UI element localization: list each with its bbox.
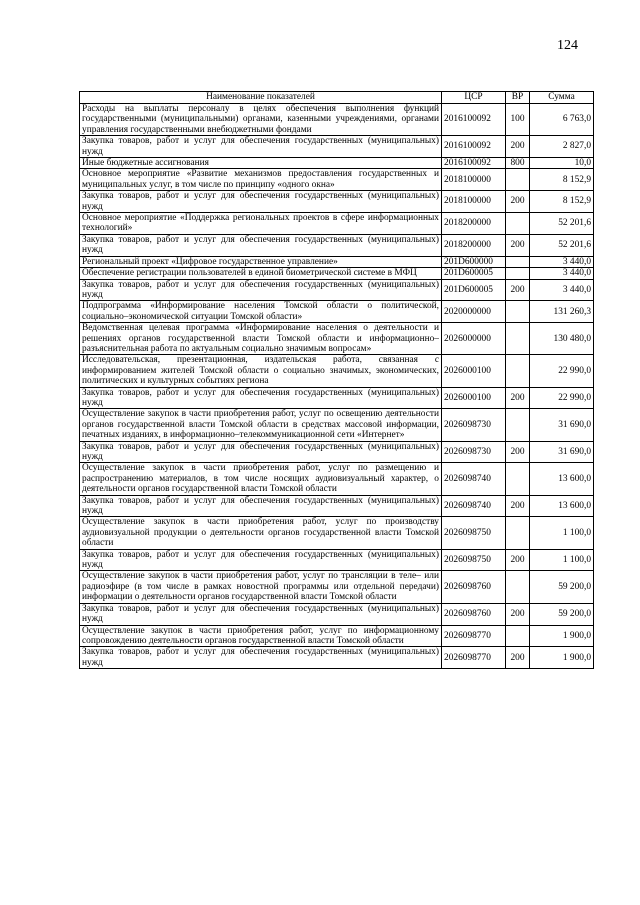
row-vr-cell: 800 [506,158,530,169]
row-vr-cell [506,409,530,441]
row-csr-cell: 2016100092 [442,136,506,158]
row-sum-cell: 1 100,0 [530,549,594,571]
row-vr-cell [506,323,530,355]
row-vr-cell [506,301,530,323]
row-csr-cell: 2016100092 [442,104,506,136]
header-csr: ЦСР [442,92,506,104]
row-vr-cell [506,213,530,235]
row-name-cell: Закупка товаров, работ и услуг для обеспечения государственных (муниципальных) нужд [80,647,442,669]
table-row [80,571,594,603]
row-name-cell: Осуществление закупок в части приобретения работ, услуг по освещению деятельности органов государственной власти Томской области в средствах массовой информации, печатных изданиях, в информационно–телекоммуникационной сети «Интернет» [80,409,442,441]
row-sum-cell: 59 200,0 [530,603,594,625]
table-row [80,169,594,191]
row-name-cell: Подпрограмма «Информирование населения Томской области о политической, социально–экономической ситуации Томской области» [80,301,442,323]
header-name: Наименование показателей [80,92,442,104]
page-number: 124 [557,38,578,53]
table-row [80,647,594,669]
row-sum-cell: 1 900,0 [530,625,594,647]
row-name-cell: Закупка товаров, работ и услуг для обеспечения государственных (муниципальных) нужд [80,495,442,517]
table-row [80,387,594,409]
row-vr-cell: 200 [506,549,530,571]
row-vr-cell [506,625,530,647]
row-name-cell: Ведомственная целевая программа «Информирование населения о деятельности и решениях органов государственной власти Томской области и информационно–разъяснительная работа по актуальным социально значимым вопросам» [80,323,442,355]
row-csr-cell: 2018200000 [442,234,506,256]
row-csr-cell: 2026000100 [442,387,506,409]
row-sum-cell: 1 100,0 [530,517,594,549]
row-sum-cell: 131 260,3 [530,301,594,323]
table-row [80,603,594,625]
row-csr-cell: 2018100000 [442,169,506,191]
row-vr-cell: 200 [506,603,530,625]
row-sum-cell: 52 201,6 [530,213,594,235]
row-vr-cell: 200 [506,441,530,463]
table-row [80,268,594,279]
row-csr-cell: 2026098760 [442,571,506,603]
row-sum-cell: 31 690,0 [530,409,594,441]
row-csr-cell: 2026098730 [442,441,506,463]
table-row [80,104,594,136]
row-sum-cell: 130 480,0 [530,323,594,355]
row-csr-cell: 2018100000 [442,191,506,213]
table-row [80,409,594,441]
row-csr-cell: 2026098760 [442,603,506,625]
table-row [80,355,594,387]
row-name-cell: Основное мероприятие «Развитие механизмов предоставления государственных и муниципальных услуг, в том числе по принципу «одного окна» [80,169,442,191]
table-row [80,625,594,647]
row-sum-cell: 3 440,0 [530,256,594,267]
row-sum-cell: 3 440,0 [530,268,594,279]
table-row [80,213,594,235]
row-csr-cell: 2026098770 [442,625,506,647]
row-csr-cell: 201D600005 [442,268,506,279]
row-csr-cell: 201D600005 [442,279,506,301]
row-sum-cell: 13 600,0 [530,463,594,495]
row-name-cell: Закупка товаров, работ и услуг для обеспечения государственных (муниципальных) нужд [80,387,442,409]
row-sum-cell: 52 201,6 [530,234,594,256]
table-row [80,441,594,463]
row-name-cell: Закупка товаров, работ и услуг для обеспечения государственных (муниципальных) нужд [80,136,442,158]
row-sum-cell: 6 763,0 [530,104,594,136]
table-row [80,136,594,158]
row-name-cell: Иные бюджетные ассигнования [80,158,442,169]
table-row [80,191,594,213]
row-csr-cell: 2020000000 [442,301,506,323]
row-vr-cell: 200 [506,136,530,158]
row-name-cell: Закупка товаров, работ и услуг для обеспечения государственных (муниципальных) нужд [80,234,442,256]
table-row [80,158,594,169]
header-row [80,92,594,104]
row-sum-cell: 22 990,0 [530,355,594,387]
row-vr-cell [506,517,530,549]
row-name-cell: Осуществление закупок в части приобретения работ, услуг по размещению и распространению материалов, в том числе носящих аудиовизуальный характер, о деятельности органов государственной власти Томской области [80,463,442,495]
row-vr-cell [506,256,530,267]
row-csr-cell: 201D600000 [442,256,506,267]
row-name-cell: Обеспечение регистрации пользователей в единой биометрической системе в МФЦ [80,268,442,279]
row-name-cell: Осуществление закупок в части приобретения работ, услуг по информационному сопровождению деятельности органов государственной власти Томской области [80,625,442,647]
row-vr-cell: 100 [506,104,530,136]
row-sum-cell: 2 827,0 [530,136,594,158]
row-vr-cell [506,268,530,279]
row-csr-cell: 2018200000 [442,213,506,235]
row-name-cell: Закупка товаров, работ и услуг для обеспечения государственных (муниципальных) нужд [80,441,442,463]
table-row [80,463,594,495]
row-csr-cell: 2026098730 [442,409,506,441]
table-row [80,517,594,549]
row-name-cell: Осуществление закупок в части приобретения работ, услуг по трансляции в теле– или радиоэфире (в том числе в рамках новостной программы или отдельной передачи) информации о деятельности органов государственной власти Томской области [80,571,442,603]
table-header [80,92,594,104]
row-csr-cell: 2026098770 [442,647,506,669]
row-name-cell: Осуществление закупок в части приобретения работ, услуг по производству аудиовизуальной продукции о деятельности органов государственной власти Томской области [80,517,442,549]
table-row [80,323,594,355]
row-vr-cell: 200 [506,647,530,669]
table-row [80,495,594,517]
row-sum-cell: 22 990,0 [530,387,594,409]
row-vr-cell [506,169,530,191]
row-name-cell: Закупка товаров, работ и услуг для обеспечения государственных (муниципальных) нужд [80,549,442,571]
row-vr-cell [506,571,530,603]
row-sum-cell: 59 200,0 [530,571,594,603]
row-sum-cell: 13 600,0 [530,495,594,517]
header-vr: ВР [506,92,530,104]
row-csr-cell: 2026098750 [442,549,506,571]
row-csr-cell: 2026000000 [442,323,506,355]
row-vr-cell: 200 [506,234,530,256]
row-vr-cell: 200 [506,191,530,213]
table-row [80,256,594,267]
row-name-cell: Исследовательская, презентационная, издательская работа, связанная с информированием жителей Томской области о социально значимых, экономических, политических и культурных событиях региона [80,355,442,387]
row-csr-cell: 2026098740 [442,495,506,517]
row-sum-cell: 31 690,0 [530,441,594,463]
row-sum-cell: 1 900,0 [530,647,594,669]
table-row [80,234,594,256]
row-vr-cell: 200 [506,387,530,409]
row-sum-cell: 3 440,0 [530,279,594,301]
row-name-cell: Закупка товаров, работ и услуг для обеспечения государственных (муниципальных) нужд [80,279,442,301]
row-vr-cell: 200 [506,495,530,517]
table-row [80,549,594,571]
header-sum: Сумма [530,92,594,104]
row-name-cell: Закупка товаров, работ и услуг для обеспечения государственных (муниципальных) нужд [80,191,442,213]
row-csr-cell: 2016100092 [442,158,506,169]
row-vr-cell: 200 [506,279,530,301]
table-row [80,279,594,301]
row-name-cell: Основное мероприятие «Поддержка региональных проектов в сфере информационных технологий» [80,213,442,235]
table-row [80,301,594,323]
row-csr-cell: 2026000100 [442,355,506,387]
row-csr-cell: 2026098750 [442,517,506,549]
row-sum-cell: 8 152,9 [530,169,594,191]
row-sum-cell: 8 152,9 [530,191,594,213]
row-name-cell: Закупка товаров, работ и услуг для обеспечения государственных (муниципальных) нужд [80,603,442,625]
row-vr-cell [506,463,530,495]
row-vr-cell [506,355,530,387]
budget-table [79,91,594,669]
row-name-cell: Расходы на выплаты персоналу в целях обеспечения выполнения функций государственными (муниципальными) органами, казенными учреждениями, органами управления государственными внебюджетными фондами [80,104,442,136]
row-csr-cell: 2026098740 [442,463,506,495]
row-sum-cell: 10,0 [530,158,594,169]
row-name-cell: Региональный проект «Цифровое государственное управление» [80,256,442,267]
table-body [80,104,594,669]
